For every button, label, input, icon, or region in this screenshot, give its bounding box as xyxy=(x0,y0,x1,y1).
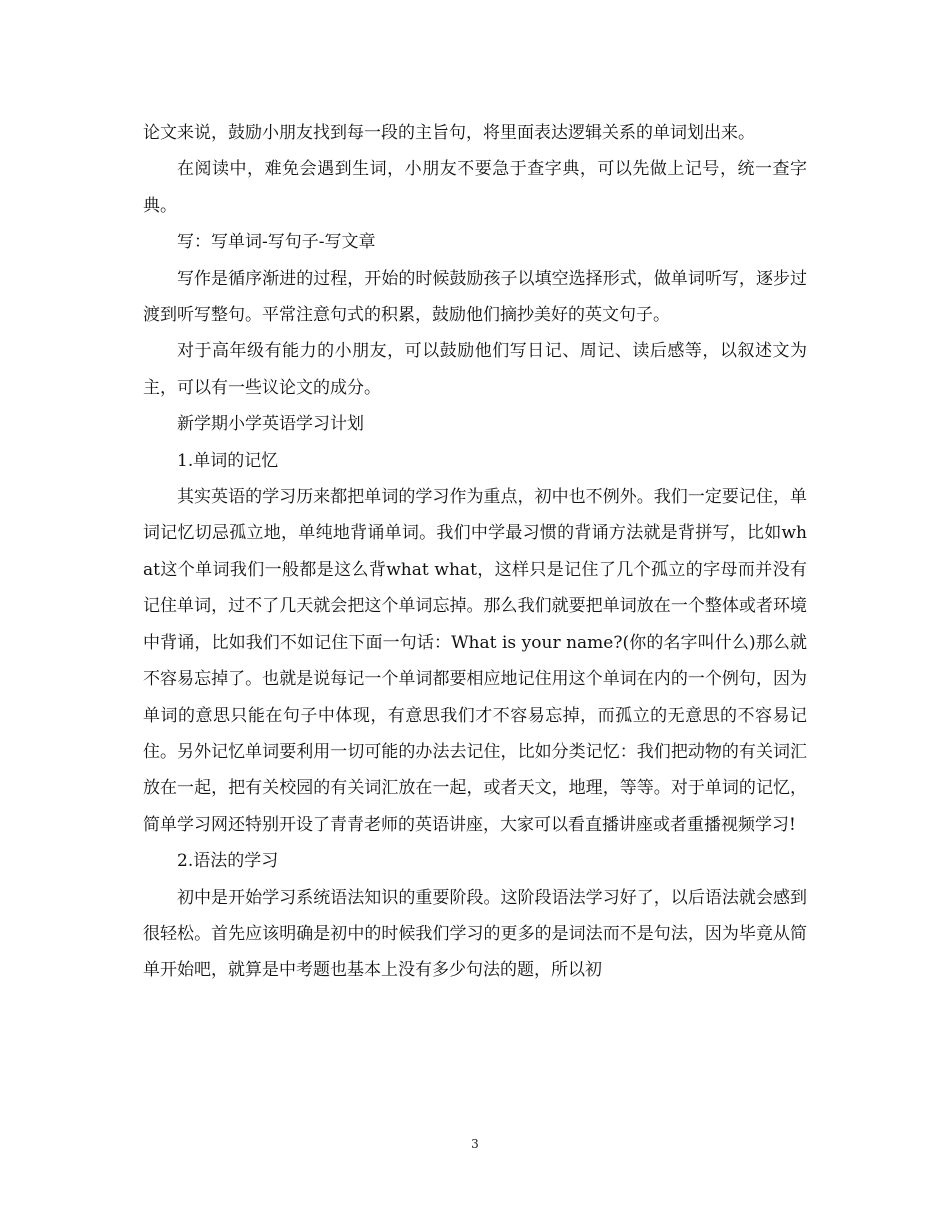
paragraph: 写作是循序渐进的过程，开始的时候鼓励孩子以填空选择形式，做单词听写，逐步过渡到听写整句。平常注意句式的积累，鼓励他们摘抄美好的英文句子。 xyxy=(143,268,807,326)
paragraph: 在阅读中，难免会遇到生词，小朋友不要急于查字典，可以先做上记号，统一查字典。 xyxy=(143,159,807,216)
page-number: 3 xyxy=(471,1137,479,1151)
paragraph: 初中是开始学习系统语法知识的重要阶段。这阶段语法学习好了，以后语法就会感到很轻松。首先应该明确是初中的时候我们学习的更多的是词法而不是句法，因为毕竟从简单开始吧，就算是中考题也基本上没有多少句法的题，所以初 xyxy=(143,887,807,981)
document-body xyxy=(143,115,807,989)
section-heading-vocabulary: 1.单词的记忆 xyxy=(177,450,279,471)
paragraph-continuation: 论文来说，鼓励小朋友找到每一段的主旨句，将里面表达逻辑关系的单词划出来。 xyxy=(143,123,755,143)
paragraph: 对于高年级有能力的小朋友，可以鼓励他们写日记、周记、读后感等，以叙述文为主，可以有一些议论文的成分。 xyxy=(143,341,807,398)
section-heading-grammar: 2.语法的学习 xyxy=(177,851,279,872)
paragraph: 其实英语的学习历来都把单词的学习作为重点，初中也不例外。我们一定要记住，单词记忆切忌孤立地，单纯地背诵单词。我们中学最习惯的背诵方法就是背拼写，比如what这个单词我们一般都是这么背what what，这样只是记住了几个孤立的字母而并没有记住单词，过不了几天就会把这个单词忘掉。那么我们就要把单词放在一个整体或者环境中背诵，比如我们不如记住下面一句话：What is your name?(你的名字叫什么)那么就不容易忘掉了。也就是说每记一个单词都要相应地记住用这个单词在内的一个例句，因为单词的意思只能在句子中体现，有意思我们才不容易忘掉，而孤立的无意思的不容易记住。另外记忆单词要利用一切可能的办法去记住，比如分类记忆：我们把动物的有关词汇放在一起，把有关校园的有关词汇放在一起，或者天文，地理，等等。对于单词的记忆，简单学习网还特别开设了青青老师的英语讲座，大家可以看直播讲座或者重播视频学习! xyxy=(143,487,807,835)
section-title-study-plan: 新学期小学英语学习计划 xyxy=(177,414,364,435)
section-heading-writing: 写：写单词-写句子-写文章 xyxy=(177,232,376,253)
